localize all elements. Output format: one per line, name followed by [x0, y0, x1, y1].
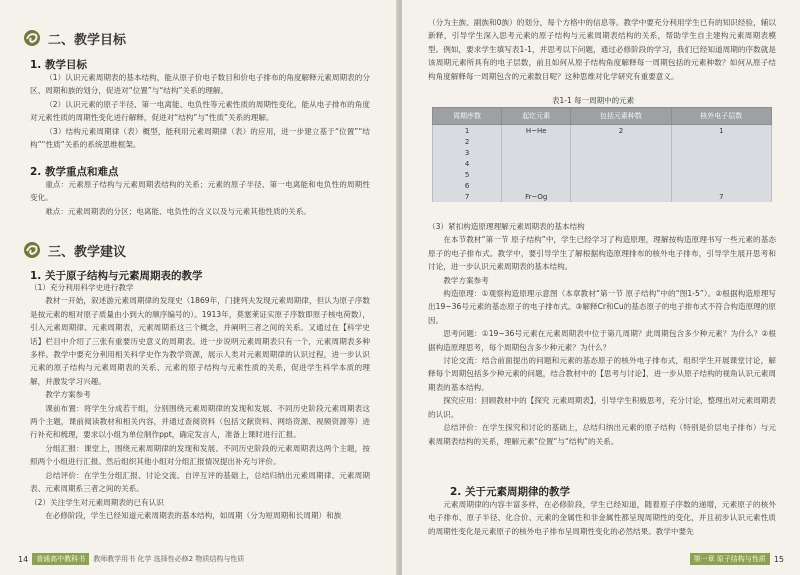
sub-heading: （2）关注学生对元素周期表的已有认识	[30, 497, 164, 507]
section-title: 三、教学建议	[48, 244, 127, 260]
paragraph: 构造原理：①观察构造原理示意图（本章教材“第一节 原子结构”中的“图1-5”）。②根据构造原理写出19~36号元素的基态原子的电子排布式。③解释Cr和Cu的基态原子的电子排布式不符合构造原理的原因。	[428, 289, 776, 325]
paragraph: 分组汇报：课堂上，围绕元素周期律的发现和发展、不同历史阶段的元素周期表这两个主题，按照两个小组进行汇报。然后组织其他小组对分组汇报情况提出补充与评价。	[30, 443, 370, 467]
sub-heading: （3）紧扣构造原理理解元素周期表的基本结构	[428, 222, 585, 231]
paragraph: 思考问题：①19~36号元素在元素周期表中位于第几周期？此周期包含多少种元素？为什么？②根据构造原理思考，每个周期包含多少种元素？为什么？	[428, 329, 776, 352]
paragraph: 在本节教材“第一节 原子结构”中，学生已经学习了构造原理，理解按构造原理书写一些元素的基态原子的电子排布式。教学中，要引导学生了解根据构造原理排布的核外电子排布，引导学生展开思考和讨论，进一步认识元素周期表的基本结构。	[428, 235, 776, 272]
left-page	[0, 0, 398, 575]
goal-item: （1）认识元素周期表的基本结构，能从原子价电子数目和价电子排布的角度解释元素周期表的分区、周期和族的划分，促进对“位置”与“结构”关系的理解。	[30, 73, 370, 96]
chapter-label: 第一章 原子结构与性质	[690, 553, 770, 565]
subheading-key-points: 2. 教学重点和难点	[30, 166, 119, 178]
paragraph: 教学方案参考	[45, 390, 91, 400]
table-row: 5	[433, 169, 772, 180]
goals-list	[30, 71, 370, 151]
footer-right	[686, 551, 784, 567]
key-points-list	[30, 178, 370, 218]
right-page	[402, 0, 800, 575]
period-table	[432, 107, 772, 202]
paragraph: 总结评价：在学生分组汇报、讨论交流、自评互评的基础上，总结归纳出元素周期律、元素周期表、元素周期系三者之间的关系。	[30, 470, 370, 494]
table-row: 3	[433, 147, 772, 158]
subheading-suggestion-1: 1. 关于原子结构与元素周期表的教学	[30, 270, 203, 282]
block-3-body	[428, 220, 776, 448]
table-header: 核外电子层数	[671, 108, 771, 125]
paragraph: 总结评价：在学生探究和讨论的基础上，总结归纳出元素的原子结构（特别是价层电子排布）与元素周期表结构的关系，理解元素“位置”与“结构”的关系。	[428, 423, 776, 446]
section-title: 二、教学目标	[48, 32, 127, 48]
paragraph: 课前布置：将学生分成若干组，分别围绕元素周期律的发现和发展、不同历史阶段元素周期表这两个主题，课前阅读教材和相关内容，并通过查阅资料（包括文献资料、网络资源、视频资源等）进行补充和梳理，要求以小组为单位制作ppt，确定发言人，准备上课时进行汇报。	[30, 403, 370, 440]
spiral-swirl-icon	[22, 28, 42, 48]
table-row: 6	[433, 180, 772, 191]
suggestion-2-body	[428, 498, 776, 538]
key-point-item: 重点：元素原子结构与元素周期表结构的关系；元素的原子半径、第一电离能和电负性的周期性变化。	[30, 180, 370, 203]
footer-left	[18, 551, 244, 567]
intro-paragraph	[428, 16, 776, 83]
table-header: 起讫元素	[502, 108, 571, 125]
table-row: 7 Fr~Og 7	[433, 191, 772, 202]
suggestion-1-body	[30, 281, 370, 522]
table-row: 2	[433, 136, 772, 147]
goal-item: （3）结构元素周期律（表）概型，能利用元素周期律（表）的应用，进一步建立基于“位置”“结构”“性质”关系的系统思维框架。	[30, 126, 370, 150]
paragraph: 讨论交流：结合前面提出的问题和元素的基态原子的核外电子排布式，组织学生开展课堂讨论，解释每个周期包括多少种元素的问题，结合教材中的【思考与讨论】，进一步从原子结构的视角认识元素周期表的基本结构。	[428, 356, 776, 392]
subheading-suggestion-2: 2. 关于元素周期律的教学	[450, 486, 570, 498]
table-row: 4	[433, 158, 772, 169]
paragraph: 元素周期律的内容丰富多样，在必修阶段，学生已经知道，随着原子序数的递增，元素原子的核外电子排布、原子半径、化合价、元素的金属性和非金属性都呈现周期性的变化，并且初步认识元素性质的周期性变化是元素原子的核外电子排布呈周期性变化的必然结果。教学中要先	[428, 500, 776, 536]
section-heading-goals	[22, 28, 126, 48]
section-heading-suggestions	[22, 240, 126, 260]
sub-heading: （1）充分利用科学史进行教学	[30, 283, 134, 292]
page-number: 15	[773, 554, 784, 564]
paragraph: 探究应用：回顾教材中的【探究 元素周期表】，引导学生积极思考，充分讨论，整理出对元素周期表的认识。	[428, 396, 776, 419]
paragraph: （分为主族、副族和0族）的划分，每个方格中的信息等。教学中要充分利用学生已有的知识经验，辅以新释，引导学生深入思考元素的原子结构与元素周期表结构的关系，帮助学生自主建构元素周期表模型。例如，要求学生填写表1-1，并思考以下问题，通过必修阶段的学习，我们已经知道周期的序数就是该周期元素所具有的电子层数，前且如何从原子结构角度解释每一周期包括的元素种数？如何从原子结构角度解释每一周期包含的元素数目呢？这种思维对化学研究有重要意义。	[428, 18, 776, 81]
subheading-goals: 1. 教学目标	[30, 59, 87, 71]
table-header: 周期序数	[433, 108, 502, 125]
series-label: 普通高中教科书	[32, 553, 89, 565]
paragraph: 教材一开始，叙述游元素周期律的发现史（1869年，门捷列夫发现元素周期律，但认为原子序数是按元素的相对原子质量由小到大的顺序编号的）。1913年，莫塞莱证实原子序数即原子核电荷数），引入元素周期律、元素周期表，元素周期系这三个概念，并阐明三者之间的关系。又通过在【科学史话】栏目中介绍了三张有重要历史意义的周期表。进一步说明元素周期表只有一个，元素周期表多种多样。教学中要充分利用相关科学史作为教学资源，展示人类对元素周期律的认识过程，进一步认识元素的原子结构与元素周期表的关系、元素的原子结构与元素性质的关系，促进学生科学本质的理解，并激发学习兴趣。	[30, 296, 370, 386]
spiral-swirl-icon	[22, 240, 42, 260]
table-row: 1 H~He 2 1	[433, 125, 772, 137]
paragraph: 教学方案参考	[443, 275, 489, 285]
goal-item: （2）认识元素的原子半径、第一电离能、电负性等元素性质的周期性变化，能从电子排布的角度对元素性质的周期性变化进行解释，促进对“结构”与“性质”关系的理解。	[30, 99, 370, 123]
table-caption: 表1-1 每一周期中的元素	[552, 96, 635, 105]
key-point-item: 难点：元素周期表的分区；电离能、电负性的含义以及与元素其他性质的关系。	[45, 206, 311, 216]
paragraph: 在必修阶段，学生已经知道元素周期表的基本结构，如周期（分为短周期和长周期）和族	[45, 510, 342, 520]
book-title: 教师教学用书 化学 选择性必修2 物质结构与性质	[93, 555, 245, 563]
page-number: 14	[18, 554, 29, 564]
table-header: 包括元素种数	[571, 108, 671, 125]
